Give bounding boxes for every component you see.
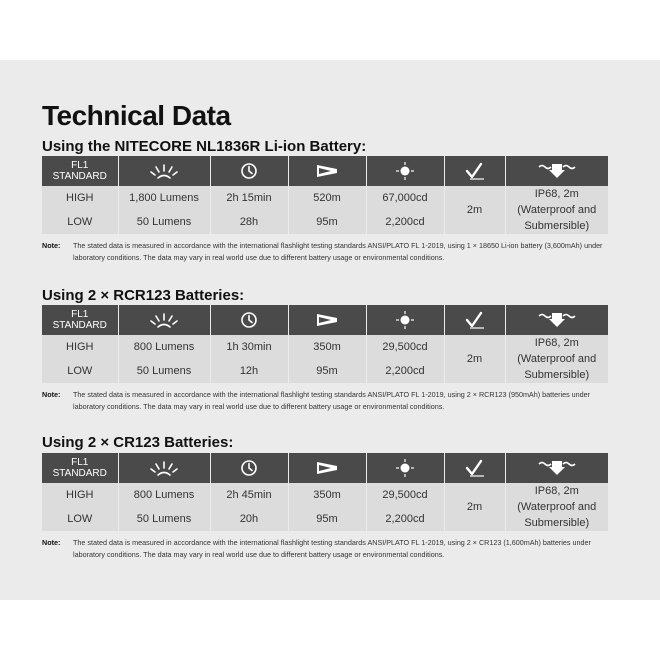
intensity-header: [366, 453, 444, 483]
runtime-header: [210, 156, 288, 186]
table-row-high: [42, 186, 608, 210]
impact-header: [444, 305, 505, 335]
waterproof-header: [505, 305, 608, 335]
lumens-cell: 50 Lumens: [118, 507, 210, 531]
intensity-cell: 2,200cd: [366, 507, 444, 531]
page-title: Technical Data: [42, 100, 231, 131]
beam-distance-icon: [315, 312, 339, 328]
lumens-icon: [149, 311, 179, 329]
runtime-cell: 28h: [210, 210, 288, 234]
runtime-header: [210, 305, 288, 335]
impact-resistance-icon: [464, 459, 486, 477]
distance-cell: 350m: [288, 483, 366, 507]
spec-table: [42, 156, 608, 234]
table-row-high: [42, 335, 608, 359]
spec-table: [42, 305, 608, 383]
section-title: Using 2 × RCR123 Batteries:: [42, 287, 245, 304]
waterproof-header: [505, 156, 608, 186]
runtime-clock-icon: [240, 311, 258, 329]
lumens-cell: 50 Lumens: [118, 210, 210, 234]
lumens-header: [118, 156, 210, 186]
distance-cell: 95m: [288, 210, 366, 234]
intensity-cell: 29,500cd: [366, 483, 444, 507]
note-label: Note:: [42, 390, 61, 399]
spec-table: [42, 453, 608, 531]
distance-cell: 95m: [288, 359, 366, 383]
distance-header: [288, 156, 366, 186]
intensity-cell: 2,200cd: [366, 359, 444, 383]
runtime-cell: 12h: [210, 359, 288, 383]
impact-cell: 2m: [444, 186, 505, 234]
runtime-cell: 20h: [210, 507, 288, 531]
lumens-header: [118, 453, 210, 483]
waterproof-cell: IP68, 2m (Waterproof and Submersible): [505, 483, 608, 531]
intensity-icon: [395, 310, 415, 330]
standard-header: FL1 STANDARD: [42, 305, 118, 335]
mode-cell: HIGH: [42, 335, 118, 359]
section-title: Using 2 × CR123 Batteries:: [42, 434, 234, 451]
mode-cell: LOW: [42, 210, 118, 234]
note-text: The stated data is measured in accordance with the international flashlight testing standards ANSI/PLATO FL 1-2019, using 2 × CR123 (1,600mAh) batteries under laboratory conditions. The data may vary in real world use due to different battery usage or environmental conditions.: [73, 538, 591, 559]
distance-cell: 350m: [288, 335, 366, 359]
table-header-row: [42, 305, 608, 335]
waterproof-icon: [537, 162, 577, 180]
standard-header: FL1 STANDARD: [42, 453, 118, 483]
distance-cell: 520m: [288, 186, 366, 210]
runtime-cell: 2h 15min: [210, 186, 288, 210]
beam-distance-icon: [315, 460, 339, 476]
impact-header: [444, 156, 505, 186]
note-text: The stated data is measured in accordance with the international flashlight testing standards ANSI/PLATO FL 1-2019, using 1 × 18650 Li-ion battery (3,600mAh) under laboratory conditions. The data may vary in real world use due to different battery usage or environmental conditions.: [73, 241, 603, 262]
mode-cell: HIGH: [42, 483, 118, 507]
intensity-cell: 67,000cd: [366, 186, 444, 210]
lumens-header: [118, 305, 210, 335]
waterproof-icon: [537, 311, 577, 329]
intensity-header: [366, 305, 444, 335]
table-header-row: [42, 156, 608, 186]
standard-header: FL1 STANDARD: [42, 156, 118, 186]
distance-header: [288, 453, 366, 483]
note-text: The stated data is measured in accordance with the international flashlight testing standards ANSI/PLATO FL 1-2019, using 2 × RCR123 (950mAh) batteries under laboratory conditions. The data may vary in real world use due to different battery usage or environmental conditions.: [73, 390, 591, 411]
impact-resistance-icon: [464, 311, 486, 329]
impact-cell: 2m: [444, 335, 505, 383]
runtime-clock-icon: [240, 459, 258, 477]
distance-cell: 95m: [288, 507, 366, 531]
note-label: Note:: [42, 538, 61, 547]
waterproof-header: [505, 453, 608, 483]
mode-cell: HIGH: [42, 186, 118, 210]
lumens-cell: 1,800 Lumens: [118, 186, 210, 210]
mode-cell: LOW: [42, 507, 118, 531]
mode-cell: LOW: [42, 359, 118, 383]
lumens-icon: [149, 459, 179, 477]
section-title: Using the NITECORE NL1836R Li-ion Battery:: [42, 138, 367, 155]
intensity-cell: 29,500cd: [366, 335, 444, 359]
waterproof-cell: IP68, 2m (Waterproof and Submersible): [505, 186, 608, 234]
lumens-cell: 800 Lumens: [118, 335, 210, 359]
distance-header: [288, 305, 366, 335]
table-row-high: [42, 483, 608, 507]
beam-distance-icon: [315, 163, 339, 179]
intensity-header: [366, 156, 444, 186]
impact-cell: 2m: [444, 483, 505, 531]
intensity-icon: [395, 161, 415, 181]
impact-header: [444, 453, 505, 483]
impact-resistance-icon: [464, 162, 486, 180]
runtime-clock-icon: [240, 162, 258, 180]
intensity-icon: [395, 458, 415, 478]
lumens-cell: 50 Lumens: [118, 359, 210, 383]
runtime-cell: 1h 30min: [210, 335, 288, 359]
runtime-cell: 2h 45min: [210, 483, 288, 507]
runtime-header: [210, 453, 288, 483]
intensity-cell: 2,200cd: [366, 210, 444, 234]
waterproof-icon: [537, 459, 577, 477]
lumens-cell: 800 Lumens: [118, 483, 210, 507]
lumens-icon: [149, 162, 179, 180]
waterproof-cell: IP68, 2m (Waterproof and Submersible): [505, 335, 608, 383]
table-header-row: [42, 453, 608, 483]
note-label: Note:: [42, 241, 61, 250]
